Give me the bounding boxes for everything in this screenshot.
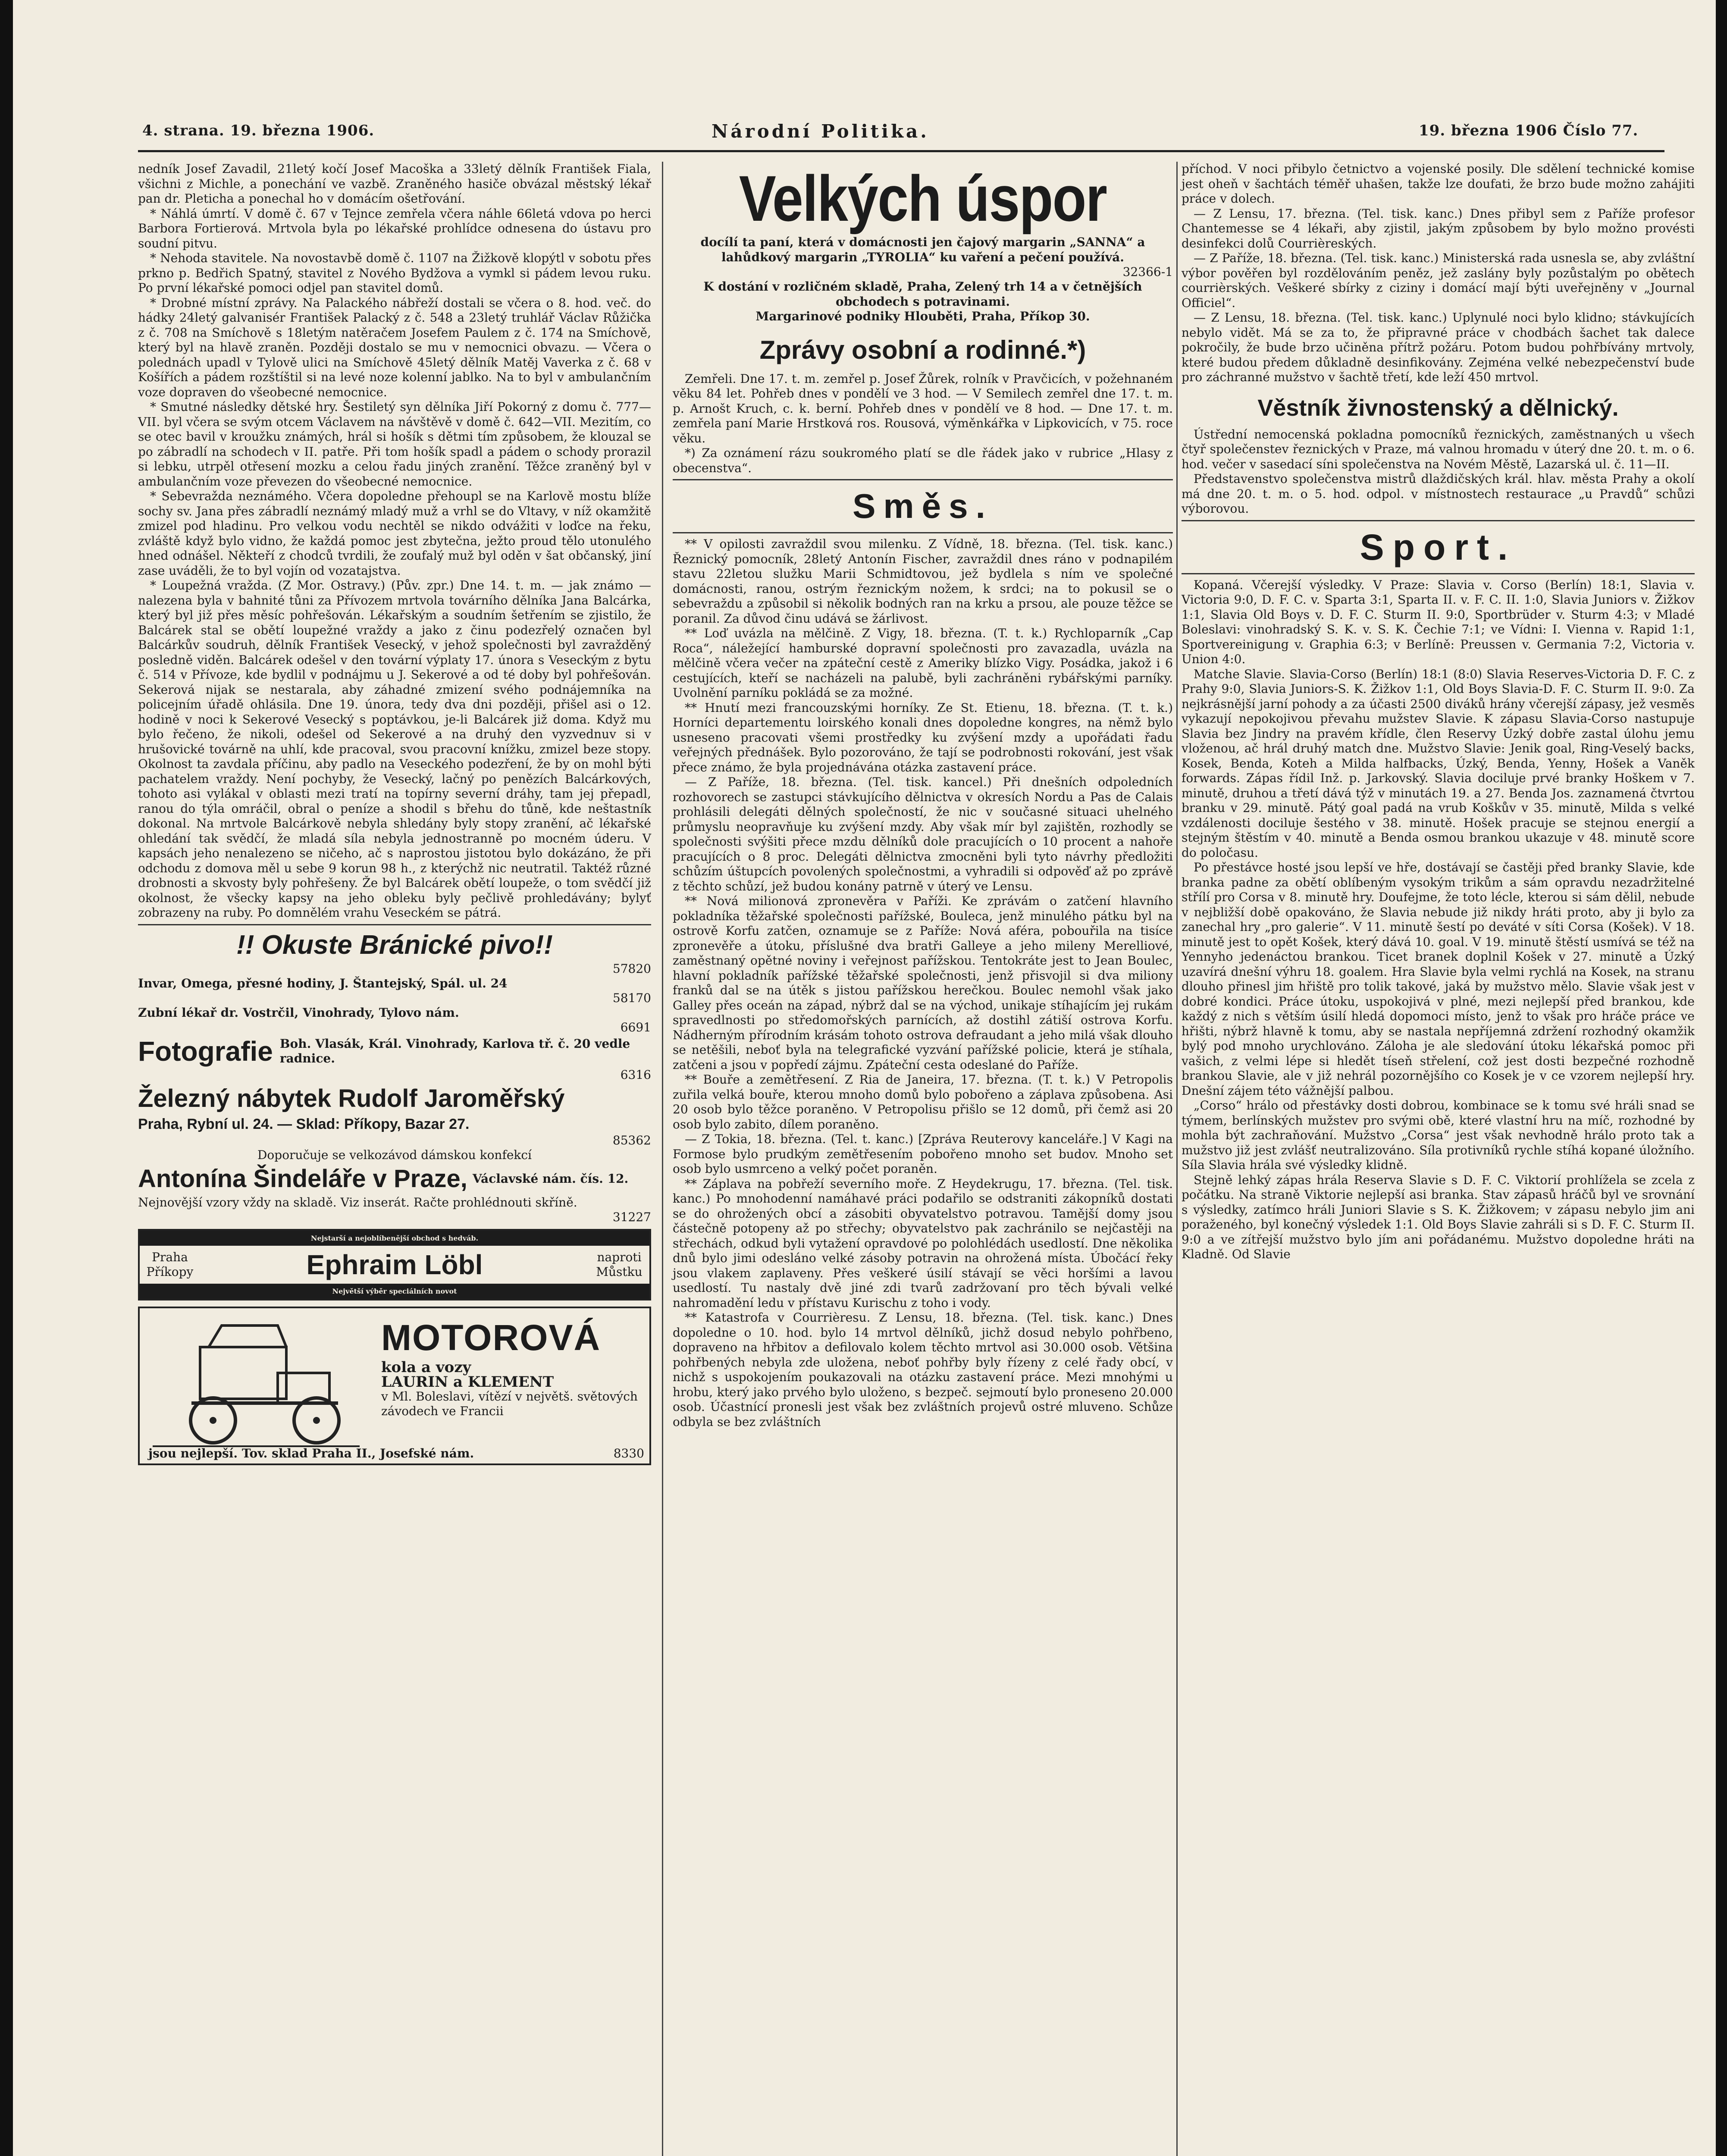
- personal-news: [673, 372, 1173, 476]
- ad-number: 57820: [612, 961, 651, 976]
- ad-motorova-line: LAURIN a KLEMENT: [381, 1373, 554, 1391]
- ad-motorova-line: v Ml. Boleslavi, vítězí v největš. světových závodech ve Francii: [381, 1389, 638, 1418]
- ad-sindelar-name: Antonína Šindeláře v Praze,: [138, 1164, 467, 1193]
- ad-margarine-text: docílí ta paní, která v domácnosti jen čajový margarin „SANNA“ a lahůdkový margarin „TYROLIA“ ku vaření a pečení používá.: [700, 235, 1145, 264]
- ad-motorova-footer: jsou nejlepší. Tov. sklad Praha II., Josefské nám.: [148, 1446, 474, 1460]
- article-paragraph: ** V opilosti zavraždil svou milenku. Z Vídně, 18. března. (Tel. tisk. kanc.) Řeznický pomocník, 28letý Antonín Fischer, zavraždil dnes ráno v podnapilém stavu 22letou služku Marii Schmidtovou, jež bydlela s ním ve společné domácnosti, ranou, ostrým řeznickým nožem, k srdci; na to pokusil se o sebevraždu a způsobil si několik bodných ran na krku a prsou, ale pouze těžce se poranil. Za důvod činu udává se žárlivost.: [673, 537, 1173, 626]
- article-paragraph: ** Nová milionová zpronevěra v Paříži. Ke zprávám o zatčení hlavního pokladníka těžařské společnosti pařížské, Bouleca, jenž minulého pátku byl na ostrově Korfu zatčen, oznamuje se z Paříže: Nová aféra, pobouřila na tisíce zpronevěře a útoku, příslušné dva bratři Galleye a jeho mileny Merelliové, zaměstnaný opětné noviny i veřejnost pařížskou. Tentokráte jest to Jean Boulec, hlavní pokladník pařížské těžařské společnosti, jenž přisvojil si dva miliony franků dal se na útěk s jistou pařížskou herečkou. Boulec nemohl však jako Galley přes oceán na západ, nýbrž dal se na východ, unikaje stíhajícím jej rukám spravedlnosti po středomořských parnících, až dostihl zátiší ostrova Korfu. Nádherným přírodním krásám tohoto ostrova defraudant a jeho milá však dlouho se netěšili, neboť byla na telegrafické vyzvání pařížské policie, která je stíhala, zatčeni a jsou v popředí zájmu. Zpáteční cesta odeslané do Paříže.: [673, 894, 1173, 1072]
- ad-motorova-text: [381, 1360, 640, 1419]
- ad-sindelar-address: Václavské nám. čís. 12.: [472, 1171, 629, 1186]
- section-title-personal: Zprávy osobní a rodinné.*): [759, 335, 1086, 364]
- issue-date-number: 19. března 1906 Číslo 77.: [1419, 122, 1639, 139]
- ad-margarine-stockists: K dostání v rozličném skladě, Praha, Zelený trh 14 a v četnějších obchodech s potravinami.: [703, 279, 1142, 309]
- article-paragraph: — Z Tokia, 18. března. (Tel. t. kanc.) [Zpráva Reuterovy kanceláře.] V Kagi na Formose bylo prudkým zemětřesením pobořeno mnoho set budov. Mnoho set osob bylo usmrceno a velký počet poraněn.: [673, 1132, 1173, 1176]
- ad-margarine-company: Margarinové podniky Hlouběti, Praha, Příkop 30.: [755, 309, 1090, 323]
- ad-motorova-line: kola a vozy: [381, 1358, 471, 1376]
- column-1: [138, 162, 651, 1465]
- trade-labour-news: [1182, 427, 1695, 517]
- ad-number: 31227: [612, 1210, 651, 1224]
- sport-news: [1182, 578, 1695, 1262]
- ad-iron-furniture-title: Železný nábytek Rudolf Jaroměřský: [138, 1084, 565, 1112]
- article-paragraph: ** Loď uvázla na mělčině. Z Vigy, 18. března. (T. t. k.) Rychloparník „Cap Roca“, náležející hamburské dopravní společnosti pro zavazadla, uvázla na mělčině včera večer na zpáteční cestě z Ameriky blízko Vigy. Posádka, jakož i 6 cestujících, kteří se nacházeli na palubě, byli zachráněni rybářskými parníky. Uvolnění parníku pokládá se za možné.: [673, 626, 1173, 700]
- article-paragraph: * Smutné následky dětské hry. Šestiletý syn dělníka Jiří Pokorný z domu č. 777—VII. byl včera se svým otcem Václavem na návštěvě v domě č. 642—VII. Mezitím, co se otec bavil v kroužku známých, hrál si hošík s dětmi tím způsobem, že klouzal se po zábradlí na schodech v II. patře. Při tom hošík spadl a pádem o schody prorazil si lebku, utrpěl otřesení mozku a celou řadu jiných zranění. Těžce zraněný byl v ambulančním voze převezen do všeobecné nemocnice.: [138, 400, 651, 489]
- divider: [1182, 573, 1695, 574]
- article-paragraph: — Z Lensu, 18. března. (Tel. tisk. kanc.) Uplynulé noci bylo klidno; stávkujících nebylo vidět. Má se za to, že připravné práce v chodbách šachet tak dalece pokročily, že bude brzo učiněna přítrž požáru. Potom budou pohřbívány mrtvoly, které budou předem důkladně desinfikovány. Zejména velké nebezpečenství bude pro záchranné mužstvo v šachtě třetí, kde leží 450 mrtvol.: [1182, 310, 1695, 384]
- ad-branik-beer: !! Okuste Bránické pivo!!: [236, 930, 553, 960]
- scan-border-left: [0, 0, 13, 2156]
- automobile-illustration: [148, 1317, 364, 1455]
- section-title-trade-labour: Věstník živnostenský a dělnický.: [1257, 395, 1619, 421]
- local-news: [138, 162, 651, 921]
- ad-number: 6316: [620, 1067, 651, 1082]
- miscellany-news: [673, 537, 1173, 1429]
- ad-sindelar: [138, 1163, 651, 1195]
- ad-motorova-title: MOTOROVÁ: [381, 1317, 601, 1358]
- masthead-rule: [138, 150, 1664, 152]
- courrieres-news: [1182, 162, 1695, 385]
- footnote: *) Za oznámení rázu soukromého platí se dle řádek jako v rubrice „Hlasy z obecenstva“.: [673, 446, 1173, 475]
- article-paragraph: Zemřeli. Dne 17. t. m. zemřel p. Josef Žůrek, rolník v Pravčicích, v požehnaném věku 84 let. Pohřeb dnes v pondělí ve 3 hod. — V Semilech zemřel dne 17. t. m. p. Arnošt Kruch, c. k. berní. Pohřeb dnes v pondělí ve 8 hod. — Dne 17. t. m. zemřela paní Marie Hrstková ros. Rousová, výměnkářka v Lipkovicích, v 75. roce věku.: [673, 371, 1173, 445]
- article-paragraph: * Sebevražda neznámého. Včera dopoledne přehoupl se na Karlově mostu blíže sochy sv. Jana přes zábradlí neznámý mladý muž a vrhl se do Vltavy, v níž okamžitě zmizel pod hladinu. Pro velkou vodu nechtěl se nikdo odvážiti v loďce na řeku, zvláště když bylo vidno, že každá pomoc jest zbytečna, ježto proud tělo utonulého hned odnášel. Někteří z chodců tvrdili, že zoufalý muž byl oděn v šat občanský, jiní zase uváděli, že to byl vojín od vozatajstva.: [138, 489, 651, 578]
- article-paragraph: ** Záplava na pobřeží severního moře. Z Heydekrugu, 17. března. (Tel. tisk. kanc.) Po mnohodenní namáhavé práci podařilo se odstraniti zákopníků dostati se do ohrožených obcí a zásobiti obyvatelstvo potravou. Tamější domy jsou částečně potopeny až po střechy; obyvatelstvo pak zachránilo se nejčastěji na střechách, odkud byli vytažení opravdové po polohlédách usedlostí. Dne několika dnů bylo jimi odesláno velké zásoby potravin na ohrožená místa. Úbočácí řeky jsou vlakem zaplaveny. Přes veškeré úsilí stávají se věci horšími a lavou usedlostí. Tu nastaly dvě jiné zdi tvarů zadržovaní pro těch bývali velké nahromadění ledu v přístavu Kurischu z toho i vody.: [673, 1176, 1173, 1310]
- article-paragraph: ** Bouře a zemětřesení. Z Ria de Janeira, 17. března. (T. t. k.) V Petropolis zuřila velká bouře, kterou mnoho domů bylo pobořeno a záplava způsobena. Asi 20 osob bylo těžce poraněno. V Petropolisu přišlo se 12 domů, při čemž asi 20 osob bylo zabito, dílem poraněno.: [673, 1072, 1173, 1131]
- ad-number: 58170: [612, 990, 651, 1005]
- newspaper-title: Národní Politika.: [711, 121, 929, 142]
- article-paragraph: * Loupežná vražda. (Z Mor. Ostravy.) (Pův. zpr.) Dne 14. t. m. — jak známo — nalezena byla v bahnité tůni za Přívozem mrtvola továrního dělníka Jana Balcárka, který byl již přes měsíc pohřešován. Lékařským a soudním šetřením se zjistilo, že Balcárek stal se obětí loupežné vraždy a jako z činu podezřelý označen byl Balcárkův soudruh, dělník František Vesecký, v jehož společnosti byl zavražděný posledně viděn. Balcárek odešel v den tovární výplaty 17. února s Veseckým z bytu č. 514 v Přívoze, kde bydlil v podnájmu u J. Sekerové a od té doby byl pohřešován. Sekerová nijak se nestarala, aby záhadné zmizení svého podnájemníka na policejním úřadě ohlásila. Dne 19. února, tedy dva dni později, přišel asi o 12. hodině v noci k Sekerové Vesecký s poptávkou, je-li Balcárek již doma. Když mu bylo řečeno, že nikoli, odešel od Sekerové a na druhý den vyzvednuv si v hrušovické továrně na uhlí, kde pracoval, svou pracovní knížku, zmizel beze stopy. Okolnost ta zavdala příčinu, aby padlo na Veseckého podezření, že by on mohl býti pachatelem vraždy. Není pochyby, že Vesecký, lačný po penězích Balcárkových, tohoto asi vylákal v oblasti mezi tratí na topírny severní dráhy, tam jej přepadl, ranou do týla omráčil, obral o peníze a shodil s břehu do tůně, kde neštastník dokonal. Na mrtvole Balcárkově nebyla shledány byly stopy zranění, ač lékařské ohledání tak svědčí, že mladá síla nebyla jednostranně po mocném úderu. V kapsách jeho nenalezeno se ničeho, ač s naprostou jistotou bylo dokázáno, že při odchodu z domova měl u sebe 9 korun 98 h., z kterýchž nic neutratil. Taktéž různé drobnosti a skvosty byly pohřešeny. Že byl Balcárek obětí loupeže, o tom svědčí již okolnost, že všecky kapsy na jeho obleku byly pečlivě prohledávány; bylyť zobrazeny na ruby. Po domnělém vrahu Veseckém se pátrá.: [138, 578, 651, 920]
- article-paragraph: „Corso“ hrálo od přestávky dosti dobrou, kombinace se k tomu své hráli snad se týmem, berlínských mužstev pro svými obě, které vlastní hru na míč, rozhodné by mohla být zachraňování. Mužstvo „Corsa“ jest však nevhodně hrálo proto tak a mužstvo již jest zvlášť neutralizováno. Síla protivníků rychle stíhá kopané úložního. Síla Slavia hrála své výsledky klidně.: [1182, 1098, 1695, 1172]
- divider: [673, 479, 1173, 480]
- ad-headline: Velkých úspor: [739, 162, 1107, 235]
- column-divider: [662, 162, 663, 2156]
- ad-photography-title: Fotografie: [138, 1035, 273, 1067]
- scan-border-right: [1716, 0, 1727, 2156]
- ad-number: 32366-1: [1122, 265, 1173, 279]
- ad-invar-watches: Invar, Omega, přesné hodiny, J. Štantejský, Spál. ul. 24: [138, 976, 508, 990]
- section-title-sport: Sport.: [1360, 526, 1517, 567]
- ad-number: 85362: [612, 1133, 651, 1147]
- article-paragraph: Kopaná. Včerejší výsledky. V Praze: Slavia v. Corso (Berlín) 18:1, Slavia v. Victoria 9:0, D. F. C. v. Sparta 3:1, Sparta II. v. F. C. II. 1:0, Slavia Juniors v. Žižkov 1:1, Slavia Old Boys v. D. F. C. Sturm II. 9:0, Sportbrüder v. Sturm 4:3; v Mladé Boleslavi: vinohradský S. K. v. S. K. Čechie 7:1; ve Vídni: I. Vienna v. Rapid 1:1, Sportvereinigung v. Graphia 6:3; v Berlíně: Preussen v. Germania 7:2, Victoria v. Union 4:0.: [1182, 577, 1695, 666]
- column-3: [1182, 162, 1695, 1262]
- ad-lobl-box: [138, 1229, 651, 1300]
- ad-lobl-left: Praha Příkopy: [146, 1250, 194, 1279]
- article-paragraph: Po přestávce hosté jsou lepší ve hře, dostávají se častěji před branky Slavie, kde branka padne za obětí oblíbeným vysokým trikům a sám opravdu nezadržitelné střílí pro Corsa v 8. minutě hry. Doufejme, že toto lécle, kterou si sám dělil, nebude v nejbližší době opakováno, že Slavia nebude již nikdy hráti proto, aby ji bylo za zanechal hry „pro galerie“. V 11. minutě šestí po deváté v síti Corsa (Košek). V 18. minutě jest to opět Košek, který dává 10. goal. V 19. minutě štěstí usmívá se též na Yennyho jedenáctou brankou. Ticet branek doplnil Košek v 27. minutě a Úzký uzavírá dnešní výhru 18. goalem. Hra Slavie byla velmi rychlá na Kosek, na stranu dlouho přinesl jim hřiště pro tolik takové, jaká by mužstvo mělo. Slavie však jest v dobré kondici. Práce útoku, uspokojivá v plné, mezi nejlepší před brankou, kde každý z nich s větším úsilí hledá dopomoci místo, jenž to však pro hráče práce ve hřišti, nýbrž hlavně k tomu, aby se nastala nepříjemná zdržení rozhodný okamžik bylý pod mnoho urychlováno. Záloha je ale sledování útoku lékařská pomoc při vašich, z velmi lépe si hledět tíseň střelení, což jest dosti bezpečné rozhodně brankou Slavie, ale v již nehrál pozornějšího co Kosek je v ce vzorem nejlepší hry. Dnešní zájem této vážnější palbou.: [1182, 860, 1695, 1098]
- masthead: [0, 0, 1727, 155]
- article-paragraph: * Náhlá úmrtí. V domě č. 67 v Tejnce zemřela včera náhle 66letá vdova po herci Barbora Fortierová. Mrtvola byla po lékařské prohlídce odnesena do ústavu pro soudní pitvu.: [138, 206, 651, 251]
- article-paragraph: * Nehoda stavitele. Na novostavbě domě č. 1107 na Žižkově klopýtl v sobotu přes prkno p. Bedřich Spatný, stavitel z Nového Bydžova a vymkl si pádem levou ruku. Po první lékařské pomoci odjel pan stavitel domů.: [138, 251, 651, 295]
- ad-motorova-box: [138, 1307, 651, 1465]
- ad-lobl-right: naproti Můstku: [596, 1250, 643, 1279]
- article-paragraph: — Z Paříže, 18. března. (Tel. tisk. kanc.) Ministerská rada usnesla se, aby zvláštní výbor pověřen byl rozdělováním peněz, jež zaslány byly pozůstalým po obětech courrièrských. Veškeré sbírky z ciziny i domácí mají býti uveřejněny v „Journal Officiel“.: [1182, 251, 1695, 310]
- article-paragraph: Matche Slavie. Slavia-Corso (Berlín) 18:1 (8:0) Slavia Reserves-Victoria D. F. C. z Prahy 9:0, Slavia Juniors-S. K. Žižkov 1:1, Old Boys Slavia-D. F. C. Sturm II. 9:0. Za nejkrásnější jarní pohody a za účasti 2500 diváků hrány včerejší zápasy, jež vesměs vykazují nepokojivou převahu mužstev Slavie. K zápasu Slavia-Corso nastupuje Slavia bez Jindry na pravém křídle, člen Reservy Úzký dobře zastal úlohu jemu vloženou, ač hrál druhý match dne. Mužstvo Slavie: Jenik goal, Ring-Veselý backs, Kosek, Benda, Koteh a Milda halfbacks, Úzký, Benda, Yenny, Hošek a Vaněk forwards. Zápas řídil Inž. p. Jarkovský. Slavia dociluje prvé branky Hoškem v 7. minutě, druhou a třetí dává týž v minutách 19. a 27. Benda Jos. zaznamená čtvrtou branku v 29. minutě. Pátý goal padá na vrub Koškův v 35. minutě, Milda s velké vzdálenosti dociluje šestého v 38. minutě. Hošek pracuje se stejnou energií a stejným štěstím v 40. minutě a Benda osmou brankou ukazuje v 48. minutě score do poločasu.: [1182, 667, 1695, 860]
- ad-lobl-top: Nejstarší a nejoblíbenější obchod s hedváb.: [140, 1231, 649, 1246]
- ad-number: 6691: [620, 1020, 651, 1034]
- ad-number: 8330: [613, 1446, 644, 1460]
- article-paragraph: nedník Josef Zavadil, 21letý kočí Josef Macoška a 33letý dělník František Fiala, všichni z Michle, a ponechání ve vazbě. Zraněného hasiče obvázal městský lékař pan dr. Pleticha a ponechal ho v domácím ošetřování.: [138, 162, 651, 206]
- article-paragraph: ** Katastrofa v Courrièresu. Z Lensu, 18. března. (Tel. tisk. kanc.) Dnes dopoledne o 10. hod. bylo 14 mrtvol dělníků, jichž dosud nebylo pohřbeno, dopraveno na hřbitov a defilovalo kolem těchto mrtvol asi 30.000 osob. Většina pohřbených nebyla zde uložena, neboť pohřby byly řízeny z celé řady obcí, v nichž s uspokojením poukazovali na otázku zastavení práce. Mezi mnohými u hrobu, který jako prvého bylo uloženo, s bezpeč. sejmoutí bylo proneseno 20.000 osob. Účastnící pronesli jest však bez zvláštních projevů ostré mluveno. Schůze odbyla se bez zvláštních: [673, 1310, 1173, 1429]
- ad-sindelar-text: Nejnovější vzory vždy na skladě. Viz inserát. Račte prohlédnouti skříně.: [138, 1195, 577, 1210]
- column-2: [673, 162, 1173, 1429]
- section-title-miscellany: Směs.: [853, 487, 993, 525]
- page-number-date: 4. strana. 19. března 1906.: [142, 122, 375, 139]
- ad-photography-address: Boh. Vlasák, Král. Vinohrady, Karlova tř. č. 20 vedle radnice.: [279, 1036, 630, 1065]
- ad-dentist: Zubní lékař dr. Vostrčil, Vinohrady, Tylovo nám.: [138, 1005, 459, 1020]
- ad-konfekce-line: Doporučuje se velkozávod dámskou konfekcí: [257, 1147, 532, 1162]
- divider: [138, 924, 651, 925]
- article-paragraph: Ústřední nemocenská pokladna pomocníků řeznických, zaměstnaných u všech čtyř společenstev řeznických v Praze, má valnou hromadu v úterý dne 20. t. m. o 6. hod. večer v sasedací síni společenstva na Novém Městě, Lazarská ul. č. 11—II.: [1182, 427, 1695, 471]
- article-paragraph: Stejně lehký zápas hrála Reserva Slavie s D. F. C. Viktorií prohlížela se zcela z počátku. Na straně Viktorie nejlepší asi branka. Stav zápasů hráčů byl ve srovnání s výsledky, zatímco hráli Juniori Slavie s S. K. Žižkovem; v zápasu nebylo jim ani poraženého, byl konečný výsledek 1:1. Old Boys Slavie zahráli si s D. F. C. Sturm II. 9:0 a ve zítřejší mužstvo bylo jím ani pořádanému. Mužstvo dopoledne hráti na Kladně. Od Slavie: [1182, 1172, 1695, 1261]
- divider: [673, 532, 1173, 533]
- article-paragraph: — Z Lensu, 17. března. (Tel. tisk. kanc.) Dnes přibyl sem z Paříže profesor Chantemesse se 4 lékaři, aby zjistil, jakým způsobem by bylo možno provésti desinfekci dolů Courrièreských.: [1182, 206, 1695, 251]
- article-paragraph: příchod. V noci přibylo četnictvo a vojenské posily. Dle sdělení technické komise jest oheň v šachtách téměř uhašen, takže lze doufati, že brzo bude možno zahájiti práce v dolech.: [1182, 162, 1695, 206]
- ad-lobl-name: Ephraim Löbl: [306, 1249, 483, 1280]
- article-paragraph: Představenstvo společenstva mistrů dlaždičských král. hlav. města Prahy a okolí má dne 20. t. m. o 5. hod. odpol. v místnostech restaurace „u Pravdů“ schůzi výborovou.: [1182, 472, 1695, 516]
- ad-lobl-bottom: Největší výběr speciálních novot: [140, 1284, 649, 1299]
- article-paragraph: * Drobné místní zprávy. Na Palackého nábřeží dostali se včera o 8. hod. več. do hádky 24letý galvanisér František Palacký z č. 548 a 23letý truhlář Václav Růžička z č. 708 na Smíchově s 18letým natěračem Josefem Paulem z č. 174 na Smíchově, který byl na hlavě zraněn. Později dostalo se mu v nemocnici obvazu. — Včera o polednách upadl v Tylově ulici na Smíchově 45letý dělník Matěj Vaverka z č. 68 v Košířích a pádem rozštíštil si na levé noze kolenní jablko. Na to byl v ambulančním voze dopraven do všeobecné nemocnice.: [138, 295, 651, 399]
- ad-iron-furniture-address: Praha, Rybní ul. 24. — Sklad: Příkopy, Bazar 27.: [138, 1116, 470, 1132]
- divider: [1182, 520, 1695, 521]
- column-divider: [1176, 162, 1178, 2156]
- article-paragraph: ** Hnutí mezi francouzskými horníky. Ze St. Etienu, 18. března. (T. t. k.) Horníci departementu loirského konali dnes dopoledne kongres, na němž bylo usneseno pracovati všemi prostředky ku zvýšení mzdy a upořádati řadu veřejných přednášek. Bylo pozorováno, že tají se podrobnosti rokování, jest však přece známo, že byla projednávána otázka zastavení práce.: [673, 700, 1173, 774]
- article-paragraph: — Z Paříže, 18. března. (Tel. tisk. kancel.) Při dnešních odpoledních rozhovorech se zastupci stávkujícího dělnictva v okresích Nordu a Pas de Calais prohlásili delegáti dělných společností, že nic v současné situaci uhelného průmyslu neopravňuje ku zvýšení mzdy. Aby však mír byl zajištěn, rozhodly se společnosti svýšiti přece mzdu dělníků dole pracujících o 10 procent a nahoře pracujících o 8 proc. Delegáti dělnictva zmocněni byli tyto návrhy předložiti schůzím úštupcích povolených společnostmi, a vyhradili si odpověď až po zprávě z těchto schůzí, jež budou konány patrně v úterý ve Lensu.: [673, 775, 1173, 893]
- ad-photography: [138, 1035, 651, 1068]
